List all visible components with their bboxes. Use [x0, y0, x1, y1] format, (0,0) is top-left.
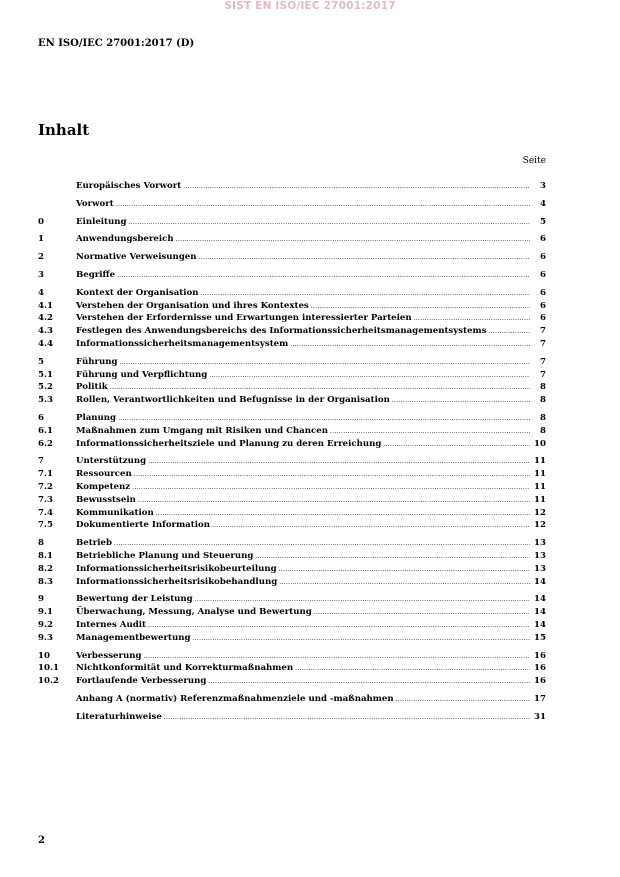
- toc-entry-page: 4: [540, 198, 546, 209]
- toc-entry-page: 13: [534, 563, 546, 574]
- toc-entry-title: Führung und Verpflichtung: [76, 369, 208, 380]
- toc-entry-page: 13: [534, 538, 546, 549]
- toc-entry-number: 0: [38, 216, 44, 227]
- toc-entry[interactable]: [38, 651, 546, 664]
- toc-entry-page: 6: [540, 313, 546, 324]
- toc-group: [38, 270, 546, 283]
- toc-entry[interactable]: [38, 520, 546, 533]
- toc-entry[interactable]: [38, 663, 546, 676]
- toc-entry-number: 7.5: [38, 520, 53, 531]
- toc-leader-dots: [396, 696, 530, 703]
- toc-entry-page: 7: [540, 356, 546, 367]
- toc-entry-page: 11: [534, 481, 546, 492]
- toc-leader-dots: [290, 341, 530, 348]
- toc-leader-dots: [208, 678, 530, 685]
- toc-entry-title: Kompetenz: [76, 481, 131, 492]
- toc-entry-title: Unterstützung: [76, 456, 147, 467]
- toc-leader-dots: [156, 510, 530, 517]
- toc-leader-dots: [195, 596, 530, 603]
- toc-entry[interactable]: [38, 301, 546, 314]
- toc-leader-dots: [116, 201, 530, 208]
- toc-entry-page: 14: [534, 594, 546, 605]
- toc-entry-page: 6: [540, 252, 546, 263]
- toc-entry-title: Fortlaufende Verbesserung: [76, 676, 207, 687]
- toc-entry-title: Festlegen des Anwendungsbereichs des Informationssicherheitsmanagementsystems: [76, 326, 487, 337]
- toc-entry-number: 8.3: [38, 576, 53, 587]
- toc-entry-page: 6: [540, 269, 546, 280]
- toc-entry-number: 10.1: [38, 663, 59, 674]
- toc-entry-page: 8: [540, 395, 546, 406]
- toc-leader-dots: [295, 665, 530, 672]
- toc-entry-title: Einleitung: [76, 216, 127, 227]
- toc-entry[interactable]: [38, 439, 546, 452]
- toc-entry-number: 5: [38, 356, 44, 367]
- toc-leader-dots: [392, 397, 530, 404]
- toc-leader-dots: [138, 497, 530, 504]
- toc-leader-dots: [279, 566, 530, 573]
- toc-entry-title: Begriffe: [76, 269, 116, 280]
- toc-entry[interactable]: [38, 564, 546, 577]
- toc-entry-number: 8.1: [38, 550, 53, 561]
- toc-entry[interactable]: [38, 313, 546, 326]
- toc-entry-title: Anhang A (normativ) Referenzmaßnahmenziele und -maßnahmen: [76, 693, 394, 704]
- toc-entry-title: Betrieb: [76, 538, 112, 549]
- toc-entry-number: 6.2: [38, 438, 53, 449]
- toc-entry-page: 11: [534, 456, 546, 467]
- toc-entry-page: 3: [540, 181, 546, 191]
- toc-entry-page: 8: [540, 412, 546, 423]
- toc-group: [38, 712, 546, 725]
- toc-leader-dots: [114, 540, 530, 547]
- toc-entry-title: Informationssicherheitsziele und Planung zu deren Erreichung: [76, 438, 382, 449]
- toc-entry[interactable]: [38, 234, 546, 247]
- toc-group: [38, 456, 546, 533]
- toc-entry-page: 15: [534, 632, 546, 643]
- toc-entry-number: 1: [38, 234, 44, 245]
- toc-entry-page: 12: [534, 507, 546, 518]
- toc-entry-page: 14: [534, 576, 546, 587]
- toc-group: [38, 199, 546, 212]
- page-title: Inhalt: [38, 121, 90, 139]
- toc-entry-page: 11: [534, 494, 546, 505]
- toc-entry[interactable]: [38, 508, 546, 521]
- toc-entry[interactable]: [38, 426, 546, 439]
- toc-entry-page: 10: [534, 438, 546, 449]
- toc-leader-dots: [134, 471, 530, 478]
- toc-entry[interactable]: [38, 594, 546, 607]
- toc-group: [38, 413, 546, 451]
- toc-entry-number: 7.4: [38, 507, 53, 518]
- toc-entry-title: Bewusstsein: [76, 494, 136, 505]
- toc-entry-title: Betriebliche Planung und Steuerung: [76, 550, 254, 561]
- toc-entry-title: Kommunikation: [76, 507, 154, 518]
- toc-entry-title: Normative Verweisungen: [76, 252, 197, 263]
- toc-leader-dots: [119, 359, 530, 366]
- toc-leader-dots: [144, 653, 530, 660]
- toc-leader-dots: [209, 372, 530, 379]
- toc-entry[interactable]: [38, 538, 546, 551]
- toc-leader-dots: [255, 553, 530, 560]
- toc-leader-dots: [129, 219, 530, 226]
- toc-entry-page: 6: [540, 300, 546, 311]
- toc-entry[interactable]: [38, 633, 546, 646]
- toc-leader-dots: [314, 609, 530, 616]
- toc-leader-dots: [383, 441, 530, 448]
- toc-entry-number: 4.2: [38, 313, 53, 324]
- toc-entry-number: 7.1: [38, 469, 53, 480]
- toc-entry[interactable]: [38, 288, 546, 301]
- toc-leader-dots: [279, 579, 530, 586]
- toc-group: [38, 651, 546, 689]
- toc-leader-dots: [176, 236, 530, 243]
- toc-entry-number: 5.3: [38, 395, 53, 406]
- toc-entry-page: 31: [534, 711, 546, 722]
- toc-entry-page: 13: [534, 550, 546, 561]
- toc-entry-title: Überwachung, Messung, Analyse und Bewertung: [76, 607, 312, 618]
- toc-entry-number: 7.2: [38, 481, 53, 492]
- toc-entry-title: Ressourcen: [76, 469, 132, 480]
- toc-entry-title: Maßnahmen zum Umgang mit Risiken und Chancen: [76, 425, 328, 436]
- watermark: SIST EN ISO/IEC 27001:2017: [224, 0, 396, 12]
- toc-group: [38, 694, 546, 707]
- toc-entry-title: Anwendungsbereich: [76, 234, 174, 245]
- toc-entry-page: 12: [534, 520, 546, 531]
- toc-group: [38, 217, 546, 230]
- toc-entry-number: 3: [38, 269, 44, 280]
- toc-entry-page: 17: [534, 693, 546, 704]
- toc-entry[interactable]: [38, 607, 546, 620]
- toc-leader-dots: [311, 303, 530, 310]
- toc-entry-number: 7: [38, 456, 44, 467]
- toc-entry-number: 6: [38, 412, 44, 423]
- toc-group: [38, 538, 546, 589]
- toc-entry-number: 2: [38, 252, 44, 263]
- toc-entry-page: 7: [540, 326, 546, 337]
- toc-entry-title: Internes Audit: [76, 619, 146, 630]
- toc-entry-number: 4: [38, 287, 44, 298]
- toc-entry[interactable]: [38, 181, 546, 194]
- toc-entry-title: Politik: [76, 382, 108, 393]
- toc-entry-title: Kontext der Organisation: [76, 287, 199, 298]
- toc-entry-title: Verstehen der Erfordernisse und Erwartungen interessierter Parteien: [76, 313, 412, 324]
- toc-entry-number: 8: [38, 538, 44, 549]
- toc-entry[interactable]: [38, 395, 546, 408]
- toc-entry-number: 7.3: [38, 494, 53, 505]
- toc-group: [38, 234, 546, 247]
- toc-entry[interactable]: [38, 712, 546, 725]
- toc-entry[interactable]: [38, 339, 546, 352]
- toc-entry-page: 16: [534, 650, 546, 661]
- toc-entry[interactable]: [38, 326, 546, 339]
- toc-entry-title: Planung: [76, 412, 117, 423]
- toc-entry-title: Führung: [76, 356, 118, 367]
- toc-entry-number: 9.1: [38, 607, 53, 618]
- toc-leader-dots: [330, 428, 530, 435]
- toc-entry-number: 8.2: [38, 563, 53, 574]
- toc-entry-title: Verbesserung: [76, 650, 142, 661]
- toc-entry-number: 5.1: [38, 369, 53, 380]
- toc-entry-page: 6: [540, 234, 546, 245]
- toc-entry-page: 14: [534, 607, 546, 618]
- toc-entry-title: Vorwort: [76, 198, 114, 209]
- toc-leader-dots: [212, 522, 530, 529]
- toc-entry-number: 6.1: [38, 425, 53, 436]
- toc-entry[interactable]: [38, 551, 546, 564]
- table-of-contents: [38, 181, 546, 729]
- toc-entry[interactable]: [38, 413, 546, 426]
- toc-leader-dots: [201, 290, 530, 297]
- toc-entry-page: 16: [534, 676, 546, 687]
- toc-entry[interactable]: [38, 217, 546, 230]
- toc-entry-title: Europäisches Vorwort: [76, 181, 182, 191]
- toc-entry-number: 4.1: [38, 300, 53, 311]
- toc-leader-dots: [164, 714, 530, 721]
- toc-entry[interactable]: [38, 694, 546, 707]
- toc-entry-number: 4.3: [38, 326, 53, 337]
- toc-entry-number: 10.2: [38, 676, 59, 687]
- toc-leader-dots: [414, 315, 530, 322]
- toc-entry[interactable]: [38, 199, 546, 212]
- toc-entry-number: 9: [38, 594, 44, 605]
- toc-entry-title: Dokumentierte Information: [76, 520, 210, 531]
- toc-entry-title: Rollen, Verantwortlichkeiten und Befugnisse in der Organisation: [76, 395, 390, 406]
- toc-entry[interactable]: [38, 357, 546, 370]
- toc-leader-dots: [118, 415, 530, 422]
- toc-leader-dots: [488, 328, 530, 335]
- toc-entry-title: Literaturhinweise: [76, 711, 162, 722]
- toc-entry-title: Managementbewertung: [76, 632, 191, 643]
- toc-entry[interactable]: [38, 495, 546, 508]
- toc-entry-title: Informationssicherheitsrisikobeurteilung: [76, 563, 277, 574]
- toc-entry[interactable]: [38, 270, 546, 283]
- toc-group: [38, 357, 546, 408]
- toc-entry[interactable]: [38, 620, 546, 633]
- toc-entry-number: 9.3: [38, 632, 53, 643]
- toc-group: [38, 288, 546, 352]
- toc-entry-number: 5.2: [38, 382, 53, 393]
- toc-entry[interactable]: [38, 456, 546, 469]
- toc-entry[interactable]: [38, 469, 546, 482]
- toc-entry-number: 10: [38, 650, 50, 661]
- toc-leader-dots: [110, 384, 530, 391]
- toc-entry[interactable]: [38, 252, 546, 265]
- toc-group: [38, 594, 546, 645]
- toc-entry[interactable]: [38, 577, 546, 590]
- toc-entry-title: Informationssicherheitsmanagementsystem: [76, 338, 289, 349]
- toc-entry-page: 16: [534, 663, 546, 674]
- toc-entry-page: 6: [540, 287, 546, 298]
- toc-entry-page: 5: [540, 216, 546, 227]
- toc-leader-dots: [117, 272, 530, 279]
- toc-leader-dots: [183, 183, 530, 190]
- toc-entry-page: 8: [540, 425, 546, 436]
- document-identifier: EN ISO/IEC 27001:2017 (D): [38, 38, 195, 49]
- toc-entry-page: 8: [540, 382, 546, 393]
- toc-entry-title: Informationssicherheitsrisikobehandlung: [76, 576, 278, 587]
- page-column-label: Seite: [522, 156, 546, 166]
- toc-entry-number: 4.4: [38, 338, 53, 349]
- toc-entry-page: 11: [534, 469, 546, 480]
- toc-entry-page: 7: [540, 369, 546, 380]
- toc-entry-number: 9.2: [38, 619, 53, 630]
- toc-entry-page: 14: [534, 619, 546, 630]
- toc-leader-dots: [148, 458, 530, 465]
- toc-entry[interactable]: [38, 370, 546, 383]
- toc-leader-dots: [193, 635, 531, 642]
- toc-entry[interactable]: [38, 482, 546, 495]
- toc-entry[interactable]: [38, 382, 546, 395]
- toc-entry[interactable]: [38, 676, 546, 689]
- toc-leader-dots: [148, 622, 530, 629]
- toc-leader-dots: [132, 484, 530, 491]
- toc-entry-title: Nichtkonformität und Korrekturmaßnahmen: [76, 663, 294, 674]
- toc-entry-title: Bewertung der Leistung: [76, 594, 193, 605]
- toc-group: [38, 181, 546, 194]
- toc-group: [38, 252, 546, 265]
- toc-entry-title: Verstehen der Organisation und ihres Kontextes: [76, 300, 309, 311]
- page-number: 2: [38, 835, 45, 846]
- toc-leader-dots: [199, 254, 530, 261]
- toc-entry-page: 7: [540, 338, 546, 349]
